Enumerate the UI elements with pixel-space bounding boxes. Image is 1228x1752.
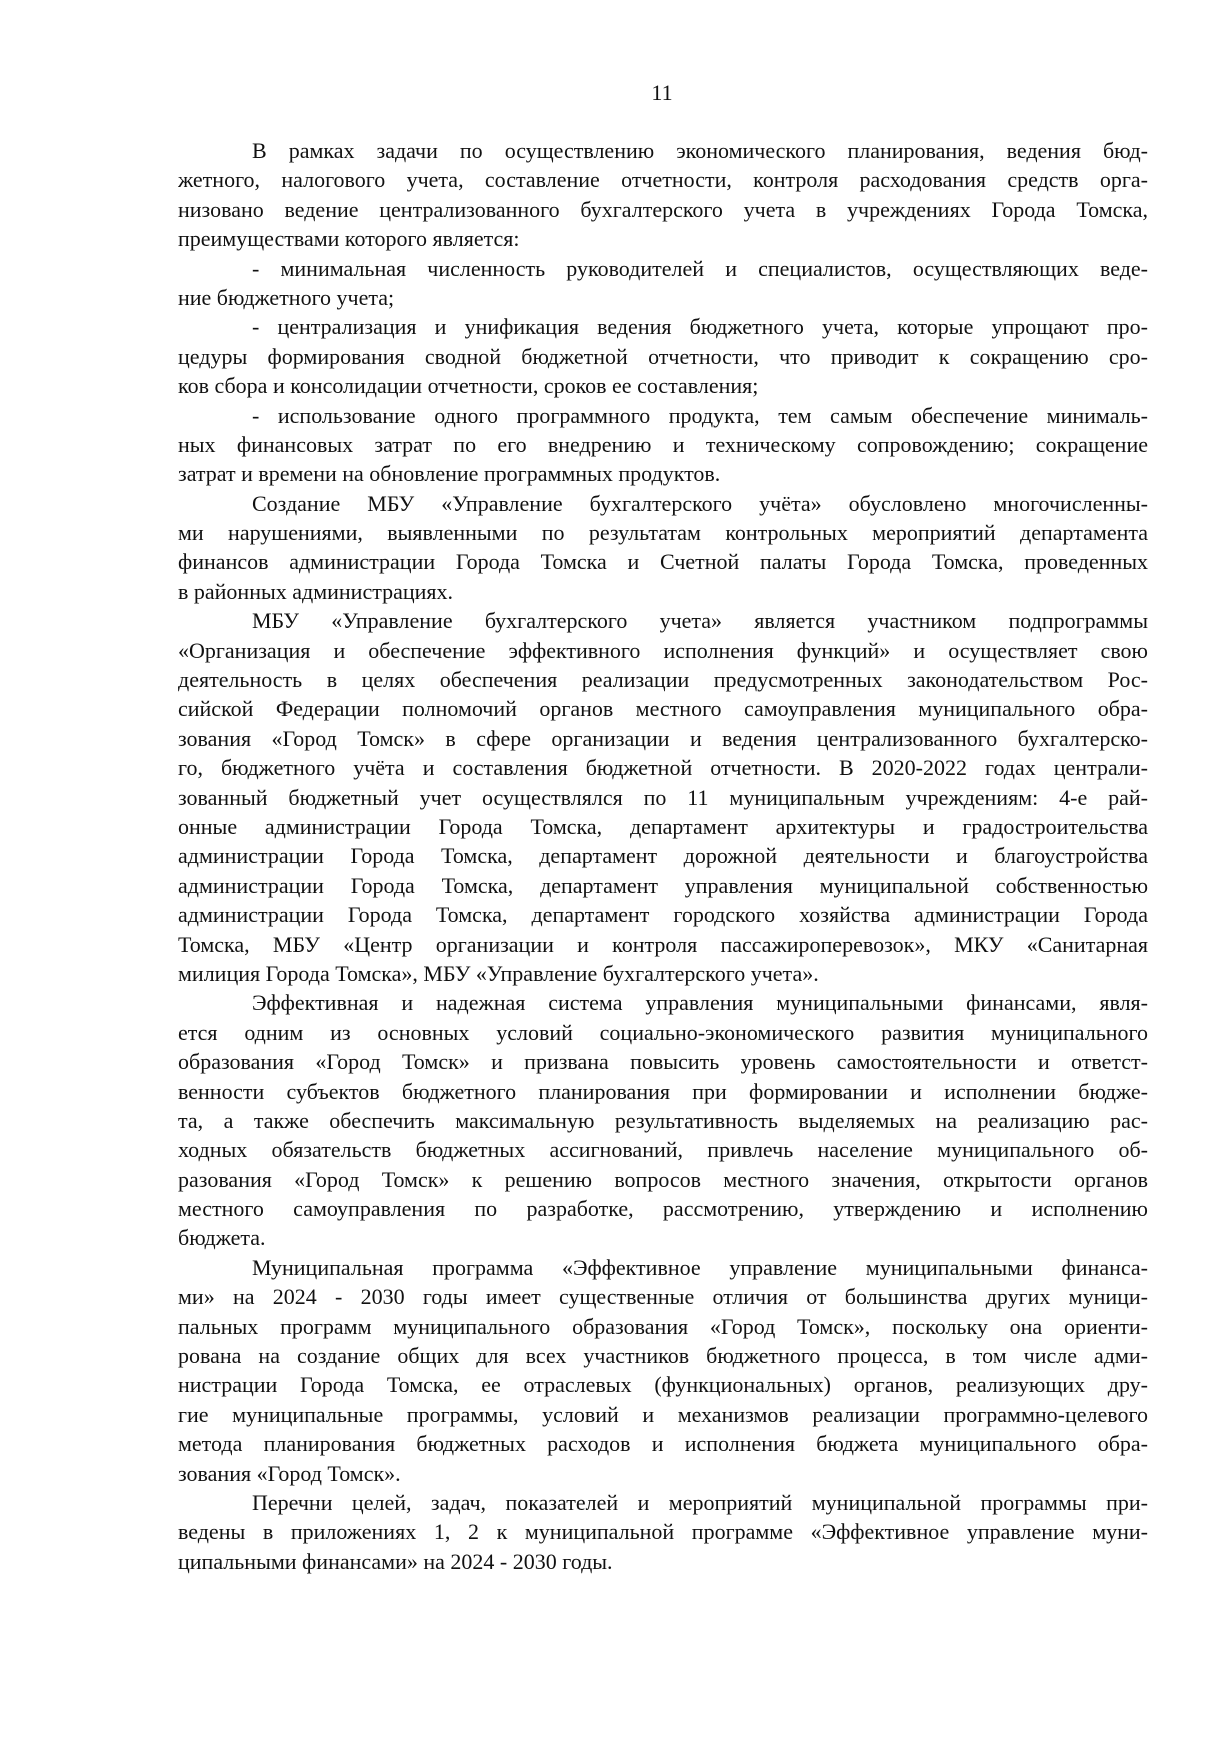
text-line: милиция Города Томска», МБУ «Управление бухгалтерского учета». <box>178 960 819 986</box>
text-line: ется одним из основных условий социально-экономического развития муниципального <box>178 1019 1148 1045</box>
text-line: преимуществами которого является: <box>178 226 520 252</box>
text-line: Муниципальная программа «Эффективное управление муниципальными финанса- <box>252 1254 1148 1280</box>
text-line: пальных программ муниципального образования «Город Томск», поскольку она ориенти- <box>178 1313 1148 1339</box>
text-line: низовано ведение централизованного бухгалтерского учета в учреждениях Города Томска, <box>178 196 1148 222</box>
paragraph <box>178 489 1148 607</box>
paragraph <box>178 1488 1148 1576</box>
text-line: зованный бюджетный учет осуществлялся по 11 муниципальным учреждениям: 4-е рай- <box>178 784 1148 810</box>
text-line: зования «Город Томск» в сфере организации и ведения централизованного бухгалтерско- <box>178 725 1148 751</box>
text-line: Эффективная и надежная система управления муниципальными финансами, явля- <box>252 990 1148 1016</box>
text-line: - централизация и унификация ведения бюджетного учета, которые упрощают про- <box>252 314 1148 340</box>
text-line: ми» на 2024 - 2030 годы имеет существенные отличия от большинства других муници- <box>178 1284 1148 1310</box>
paragraph <box>178 312 1148 400</box>
text-line: ведены в приложениях 1, 2 к муниципальной программе «Эффективное управление муни- <box>178 1519 1148 1545</box>
document-body <box>178 136 1148 1576</box>
paragraph <box>178 136 1148 254</box>
text-line: разования «Город Томск» к решению вопросов местного значения, открытости органов <box>178 1166 1148 1192</box>
text-line: Создание МБУ «Управление бухгалтерского учёта» обусловлено многочисленны- <box>252 490 1148 516</box>
text-line: венности субъектов бюджетного планирования при формировании и исполнении бюдже- <box>178 1078 1148 1104</box>
text-line: ходных обязательств бюджетных ассигнований, привлечь население муниципального об- <box>178 1137 1148 1163</box>
text-line: В рамках задачи по осуществлению экономического планирования, ведения бюд- <box>252 138 1148 163</box>
text-line: ми нарушениями, выявленными по результатам контрольных мероприятий департамента <box>178 520 1148 546</box>
text-line: деятельность в целях обеспечения реализации предусмотренных законодательством Рос- <box>178 667 1148 693</box>
text-line: - использование одного программного продукта, тем самым обеспечение минималь- <box>252 402 1148 428</box>
text-line: рована на создание общих для всех участников бюджетного процесса, в том числе адми- <box>178 1343 1148 1369</box>
text-line: ние бюджетного учета; <box>178 284 395 310</box>
text-line: метода планирования бюджетных расходов и исполнения бюджета муниципального обра- <box>178 1431 1148 1457</box>
text-line: «Организация и обеспечение эффективного исполнения функций» и осуществляет свою <box>178 637 1148 663</box>
text-line: ципальными финансами» на 2024 - 2030 годы. <box>178 1548 613 1574</box>
paragraph <box>178 988 1148 1253</box>
text-line: затрат и времени на обновление программных продуктов. <box>178 461 721 487</box>
text-line: бюджета. <box>178 1225 266 1251</box>
text-line: МБУ «Управление бухгалтерского учета» является участником подпрограммы <box>252 608 1148 634</box>
text-line: зования «Город Томск». <box>178 1460 401 1486</box>
text-line: цедуры формирования сводной бюджетной отчетности, что приводит к сокращению сро- <box>178 343 1148 369</box>
text-line: нистрации Города Томска, ее отраслевых (функциональных) органов, реализующих дру- <box>178 1372 1148 1398</box>
text-line: Томска, МБУ «Центр организации и контроля пассажироперевозок», МКУ «Санитарная <box>178 931 1148 957</box>
text-line: - минимальная численность руководителей и специалистов, осуществляющих веде- <box>252 255 1148 281</box>
paragraph <box>178 606 1148 988</box>
text-line: в районных администрациях. <box>178 578 454 604</box>
text-line: администрации Города Томска, департамент управления муниципальной собственностью <box>178 872 1148 898</box>
text-line: ных финансовых затрат по его внедрению и техническому сопровождению; сокращение <box>178 431 1148 457</box>
text-line: местного самоуправления по разработке, рассмотрению, утверждению и исполнению <box>178 1196 1148 1222</box>
text-line: сийской Федерации полномочий органов местного самоуправления муниципального обра- <box>178 696 1148 722</box>
paragraph <box>178 254 1148 313</box>
text-line: образования «Город Томск» и призвана повысить уровень самостоятельности и ответст- <box>178 1049 1148 1075</box>
text-line: администрации Города Томска, департамент дорожной деятельности и благоустройства <box>178 843 1148 869</box>
text-line: финансов администрации Города Томска и Счетной палаты Города Томска, проведенных <box>178 549 1148 575</box>
text-line: Перечни целей, задач, показателей и мероприятий муниципальной программы при- <box>252 1489 1148 1515</box>
paragraph <box>178 401 1148 489</box>
text-line: гие муниципальные программы, условий и механизмов реализации программно-целевого <box>178 1401 1148 1427</box>
text-line: го, бюджетного учёта и составления бюджетной отчетности. В 2020-2022 годах централи- <box>178 755 1148 781</box>
text-line: та, а также обеспечить максимальную результативность выделяемых на реализацию рас- <box>178 1107 1148 1133</box>
text-line: онные администрации Города Томска, департамент архитектуры и градостроительства <box>178 813 1148 839</box>
paragraph <box>178 1253 1148 1488</box>
page-number: 11 <box>651 80 673 105</box>
text-line: ков сбора и консолидации отчетности, сроков ее составления; <box>178 373 759 399</box>
text-line: жетного, налогового учета, составление отчетности, контроля расходования средств орга- <box>178 167 1148 193</box>
text-line: администрации Города Томска, департамент городского хозяйства администрации Города <box>178 902 1148 928</box>
